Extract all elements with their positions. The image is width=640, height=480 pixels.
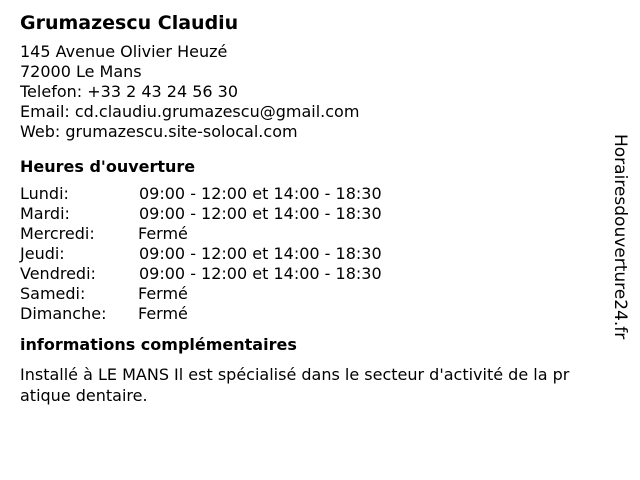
- day-label: Lundi:: [20, 184, 69, 203]
- day-hours: Fermé: [138, 304, 188, 323]
- day-hours: 09:00 - 12:00 et 14:00 - 18:30: [139, 184, 382, 203]
- day-hours: 09:00 - 12:00 et 14:00 - 18:30: [139, 244, 382, 263]
- address-city: 72000 Le Mans: [20, 62, 142, 81]
- day-label: Mardi:: [20, 204, 70, 223]
- opening-hours-heading: Heures d'ouverture: [20, 157, 196, 176]
- hours-row-tuesday: [20, 204, 580, 224]
- web-line: Web: grumazescu.site-solocal.com: [20, 122, 298, 141]
- day-label: Jeudi:: [20, 244, 65, 263]
- business-card: [20, 10, 580, 406]
- day-label: Vendredi:: [20, 264, 96, 283]
- hours-row-friday: [20, 264, 580, 284]
- hours-row-wednesday: [20, 224, 580, 244]
- day-label: Mercredi:: [20, 224, 95, 243]
- business-name: Grumazescu Claudiu: [20, 12, 239, 34]
- day-label: Samedi:: [20, 284, 86, 303]
- day-hours: 09:00 - 12:00 et 14:00 - 18:30: [139, 264, 382, 283]
- phone-line: Telefon: +33 2 43 24 56 30: [20, 82, 239, 101]
- additional-info-text: Installé à LE MANS Il est spécialisé dans le secteur d'activité de la pratique dentaire.: [20, 365, 570, 405]
- email-line: Email: cd.claudiu.grumazescu@gmail.com: [20, 102, 360, 121]
- day-hours: Fermé: [138, 224, 188, 243]
- contact-block: [20, 42, 580, 142]
- hours-row-saturday: [20, 284, 580, 304]
- hours-row-thursday: [20, 244, 580, 264]
- day-label: Dimanche:: [20, 304, 107, 323]
- hours-row-monday: [20, 184, 580, 204]
- day-hours: Fermé: [138, 284, 188, 303]
- additional-info-heading: informations complémentaires: [20, 335, 297, 354]
- day-hours: 09:00 - 12:00 et 14:00 - 18:30: [139, 204, 382, 223]
- address-street: 145 Avenue Olivier Heuzé: [20, 42, 228, 61]
- hours-row-sunday: [20, 304, 580, 324]
- site-brand-watermark: Horairesdouverture24.fr: [610, 134, 630, 340]
- opening-hours-list: [20, 184, 580, 324]
